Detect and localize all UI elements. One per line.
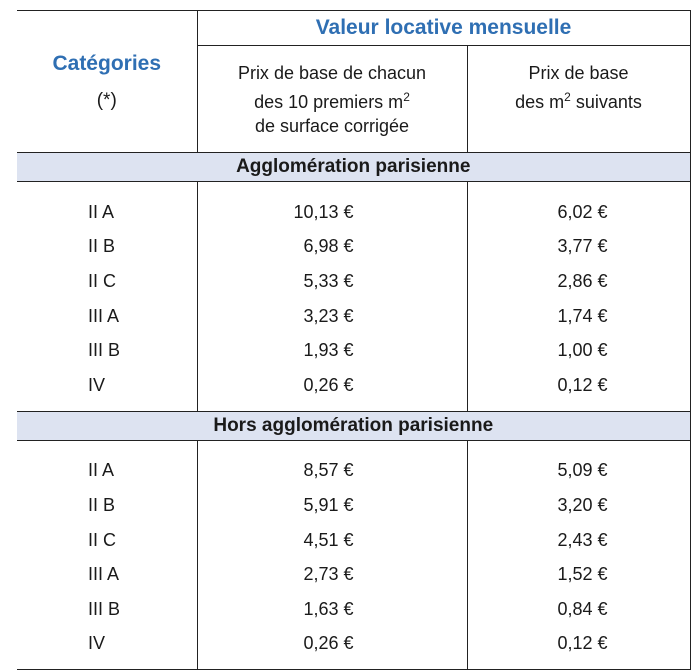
next-price-cell: 0,12 € — [467, 368, 690, 403]
first-10-price-cell: 8,57 € — [197, 454, 467, 489]
next-price-cell: 2,43 € — [467, 523, 690, 558]
categories-header — [17, 11, 197, 153]
category-cell: II B — [17, 230, 197, 265]
next-price-cell: 2,86 € — [467, 264, 690, 299]
first-10-price-cell: 1,93 € — [197, 333, 467, 368]
next-price-cell: 3,20 € — [467, 488, 690, 523]
table-row — [17, 333, 690, 368]
category-cell: II C — [17, 523, 197, 558]
first-10-price-cell: 1,63 € — [197, 592, 467, 627]
category-cell: III A — [17, 299, 197, 334]
section-header: Hors agglomération parisienne — [17, 411, 690, 440]
next-price-cell: 6,02 € — [467, 195, 690, 230]
category-cell: III B — [17, 592, 197, 627]
table-row — [17, 592, 690, 627]
col3-line1: Prix de base — [528, 62, 629, 83]
first-10-price-cell: 0,26 € — [197, 368, 467, 403]
first-10-m2-header — [197, 46, 467, 153]
table-row — [17, 299, 690, 334]
next-price-cell: 1,00 € — [467, 333, 690, 368]
table-row — [17, 368, 690, 403]
category-cell: IV — [17, 368, 197, 403]
next-m2-header — [467, 46, 690, 153]
table-row — [17, 627, 690, 662]
col3-line2-post: suivants — [570, 91, 642, 112]
section-header: Agglomération parisienne — [17, 153, 690, 182]
next-price-cell: 0,12 € — [467, 627, 690, 662]
categories-label: Catégories — [52, 51, 162, 75]
col2-line3: de surface corrigée — [254, 115, 410, 136]
category-cell: II A — [17, 454, 197, 489]
next-price-cell: 3,77 € — [467, 230, 690, 265]
category-cell: II C — [17, 264, 197, 299]
category-cell: III A — [17, 557, 197, 592]
first-10-price-cell: 4,51 € — [197, 523, 467, 558]
first-10-price-cell: 2,73 € — [197, 557, 467, 592]
col3-line2-pre: des m — [515, 91, 565, 112]
category-cell: II A — [17, 195, 197, 230]
col2-line1: Prix de base de chacun — [237, 62, 427, 83]
table-row — [17, 454, 690, 489]
categories-note: (*) — [96, 89, 117, 111]
first-10-price-cell: 3,23 € — [197, 299, 467, 334]
valeur-locative-header: Valeur locative mensuelle — [197, 11, 690, 46]
table-row — [17, 488, 690, 523]
first-10-price-cell: 5,33 € — [197, 264, 467, 299]
col3-sup: 2 — [564, 89, 571, 104]
first-10-price-cell: 6,98 € — [197, 230, 467, 265]
next-price-cell: 1,52 € — [467, 557, 690, 592]
first-10-price-cell: 5,91 € — [197, 488, 467, 523]
rent-value-table — [17, 10, 691, 670]
next-price-cell: 0,84 € — [467, 592, 690, 627]
category-cell: III B — [17, 333, 197, 368]
next-price-cell: 1,74 € — [467, 299, 690, 334]
first-10-price-cell: 10,13 € — [197, 195, 467, 230]
table-row — [17, 195, 690, 230]
next-price-cell: 5,09 € — [467, 454, 690, 489]
table-row — [17, 264, 690, 299]
table-row — [17, 557, 690, 592]
table-row — [17, 523, 690, 558]
first-10-price-cell: 0,26 € — [197, 627, 467, 662]
col2-sup: 2 — [403, 89, 410, 104]
category-cell: IV — [17, 627, 197, 662]
category-cell: II B — [17, 488, 197, 523]
col2-line2: des 10 premiers m — [254, 91, 404, 112]
table-row — [17, 230, 690, 265]
